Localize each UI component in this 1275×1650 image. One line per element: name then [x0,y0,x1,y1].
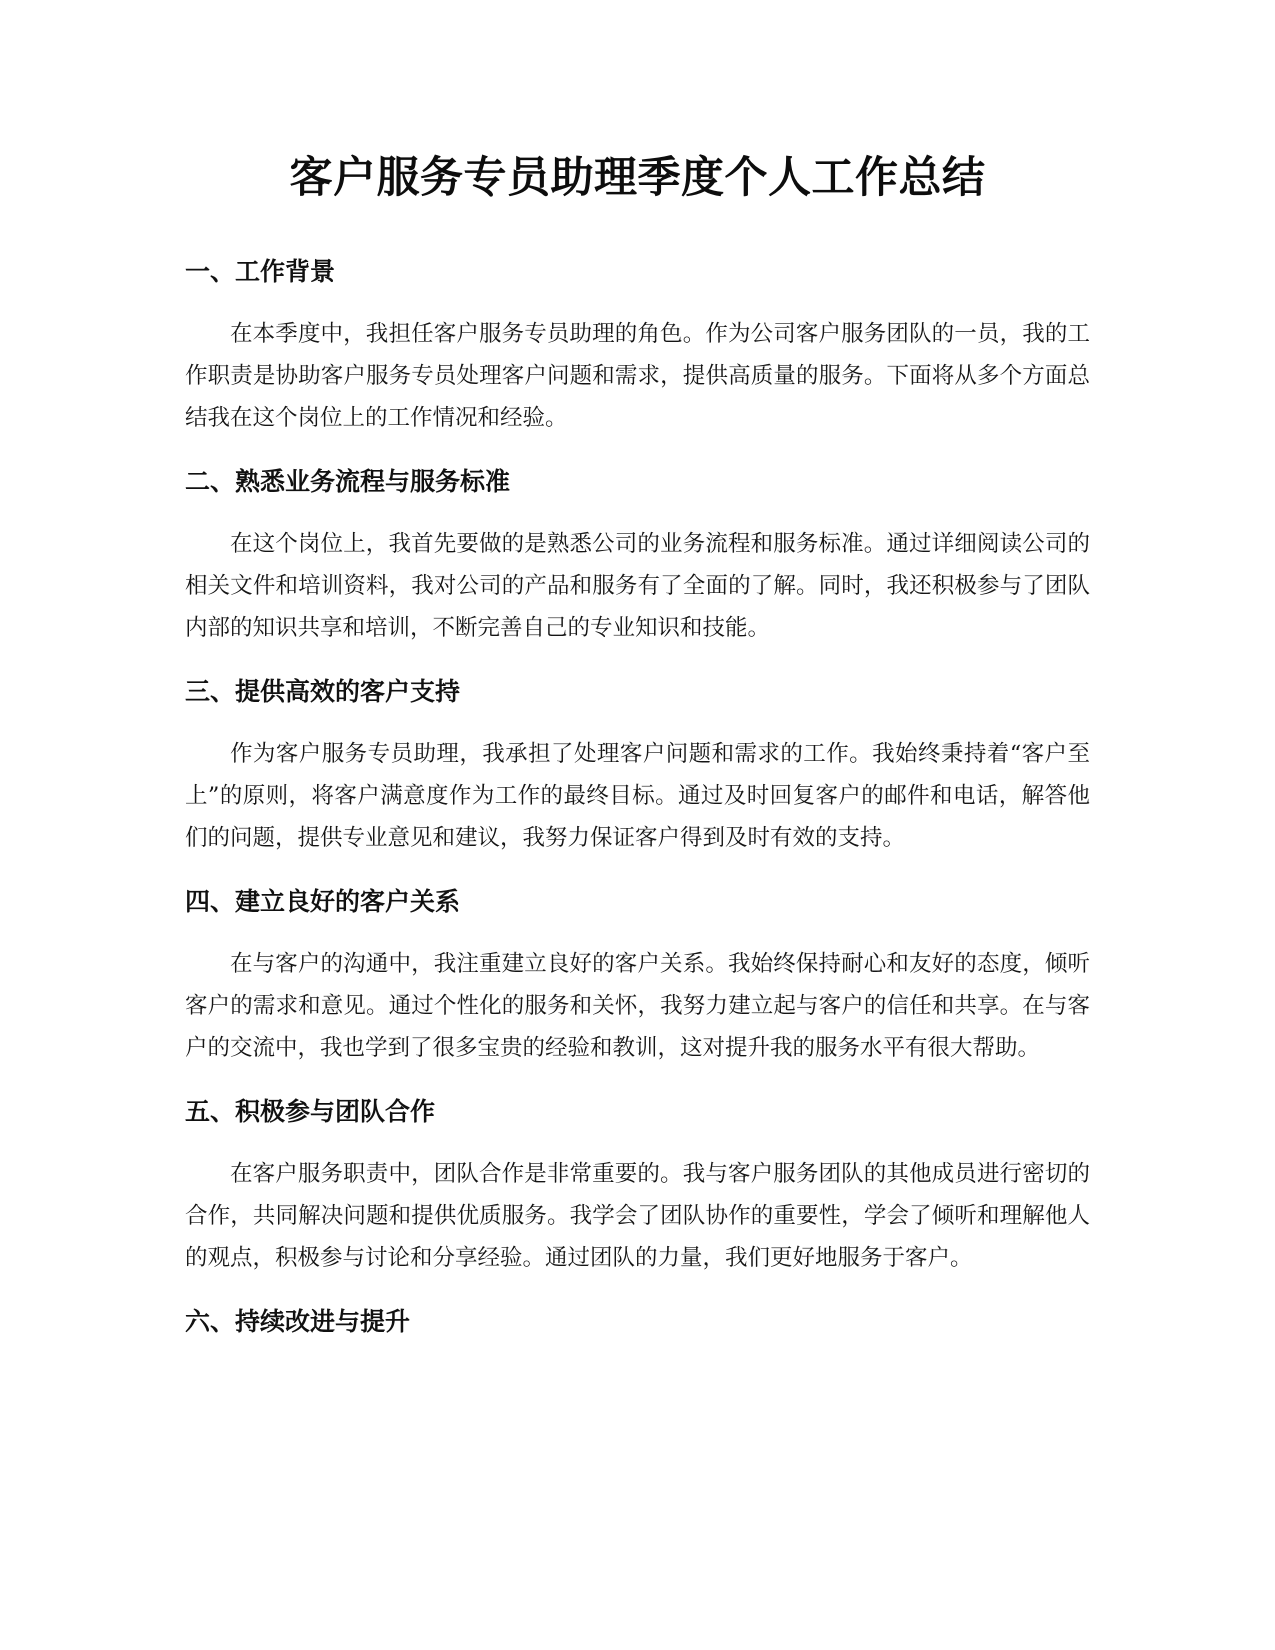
section-heading: 一、工作背景 [185,257,336,286]
document-title: 客户服务专员助理季度个人工作总结 [289,153,986,203]
section-customer-support [185,675,1090,859]
section-heading: 五、积极参与团队合作 [185,1097,436,1126]
section-heading: 六、持续改进与提升 [185,1307,411,1336]
section-heading: 四、建立良好的客户关系 [185,887,461,916]
section-heading: 二、熟悉业务流程与服务标准 [185,467,511,496]
section-paragraph: 在客户服务职责中，团队合作是非常重要的。我与客户服务团队的其他成员进行密切的合作，共同解决问题和提供优质服务。我学会了团队协作的重要性，学会了倾听和理解他人的观点，积极参与讨论和分享经验。通过团队的力量，我们更好地服务于客户。 [185,1161,1090,1271]
section-continuous-improvement [185,1305,1090,1339]
section-paragraph: 在本季度中，我担任客户服务专员助理的角色。作为公司客户服务团队的一员，我的工作职责是协助客户服务专员处理客户问题和需求，提供高质量的服务。下面将从多个方面总结我在这个岗位上的工作情况和经验。 [185,321,1090,431]
section-work-background [185,255,1090,439]
section-teamwork [185,1095,1090,1279]
section-paragraph: 在与客户的沟通中，我注重建立良好的客户关系。我始终保持耐心和友好的态度，倾听客户的需求和意见。通过个性化的服务和关怀，我努力建立起与客户的信任和共享。在与客户的交流中，我也学到了很多宝贵的经验和教训，这对提升我的服务水平有很大帮助。 [185,951,1090,1061]
section-customer-relations [185,885,1090,1069]
section-paragraph: 在这个岗位上，我首先要做的是熟悉公司的业务流程和服务标准。通过详细阅读公司的相关文件和培训资料，我对公司的产品和服务有了全面的了解。同时，我还积极参与了团队内部的知识共享和培训，不断完善自己的专业知识和技能。 [185,531,1090,641]
section-heading: 三、提供高效的客户支持 [185,677,461,706]
section-paragraph: 作为客户服务专员助理，我承担了处理客户问题和需求的工作。我始终秉持着“客户至上”的原则，将客户满意度作为工作的最终目标。通过及时回复客户的邮件和电话，解答他们的问题，提供专业意见和建议，我努力保证客户得到及时有效的支持。 [185,741,1090,851]
section-business-process [185,465,1090,649]
